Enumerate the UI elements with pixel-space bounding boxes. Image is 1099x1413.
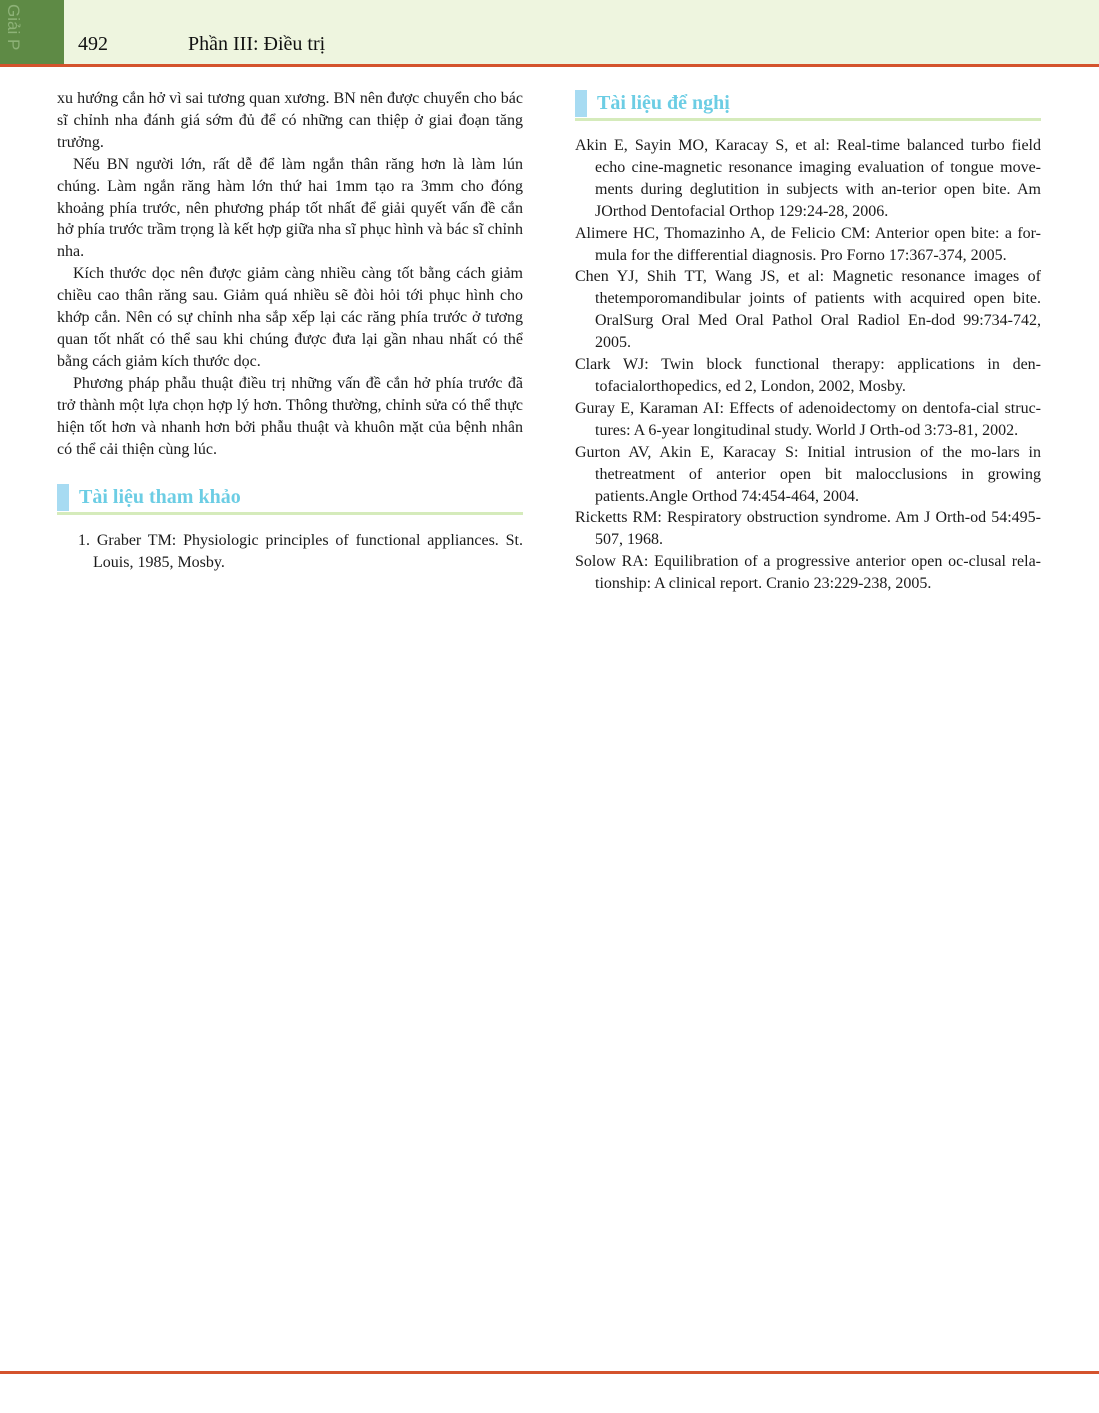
suggested-item: Solow RA: Equilibration of a progressive anterior open oc-clusal rela-tionship: A clinical report. Cranio 23:229-238, 2005.	[575, 553, 1041, 593]
reference-item: 1. Graber TM: Physiologic principles of functional appliances. St. Louis, 1985, Mosby.	[78, 532, 523, 572]
heading-underline	[575, 118, 1041, 121]
body-paragraph: xu hướng cắn hở vì sai tương quan xương. BN nên được chuyển cho bác sĩ chỉnh nha đánh giá sớm đủ để có những can thiệp ở giai đoạn tăng trưởng.	[57, 90, 523, 151]
suggested-item: Chen YJ, Shih TT, Wang JS, et al: Magnetic resonance images of thetemporomandibular joints of patients with acquired open bite. OralSurg Oral Med Oral Pathol Oral Radiol En-dod 99:734-742, 2005.	[575, 268, 1041, 352]
references-heading	[57, 484, 523, 514]
heading-bar-marker	[575, 90, 587, 117]
suggested-item: Clark WJ: Twin block functional therapy: applications in den-tofacialorthopedics, ed 2, London, 2002, Mosby.	[575, 356, 1041, 395]
suggested-reading-heading	[575, 90, 1041, 120]
suggested-item: Akin E, Sayin MO, Karacay S, et al: Real-time balanced turbo field echo cine-magnetic resonance imaging evaluation of tongue move-ments during deglutition in subjects with an-terior open bite. Am JOrthod Dentofacial Orthop 129:24-28, 2006.	[575, 137, 1041, 220]
header-rule	[0, 64, 1099, 67]
body-paragraph: Phương pháp phẫu thuật điều trị những vấn đề cắn hở phía trước đã trở thành một lựa chọn hợp lý hơn. Thông thường, chỉnh sửa có thể thực hiện tốt hơn và nhanh hơn bởi phẫu thuật và khuôn mặt của bệnh nhân có thể cải thiện cùng lúc.	[57, 374, 523, 458]
suggested-item: Guray E, Karaman AI: Effects of adenoidectomy on dentofa-cial struc-tures: A 6-year longitudinal study. World J Orth-od 3:73-81, 2002.	[575, 399, 1041, 439]
side-tab-label: Giải P	[4, 4, 23, 51]
body-paragraph: Nếu BN người lớn, rất dễ để làm ngắn thân răng hơn là làm lún chúng. Làm ngắn răng hàm lớn thứ hai 1mm tạo ra 3mm cho đóng khoảng phía trước, nên phương pháp tốt nhất để giải quyết vấn đề cắn hở phía trước trầm trọng là kết hợp giữa nha sĩ phục hình và bác sĩ chỉnh nha.	[57, 155, 523, 261]
body-paragraph: Kích thước dọc nên được giảm càng nhiều càng tốt bằng cách giảm chiều cao thân răng sau. Giảm quá nhiều sẽ đòi hỏi tới phục hình cho khớp cắn. Nên có sự chỉnh nha sắp xếp lại các răng phía trước ở tương quan tốt nhất có thể sau khi chúng được đưa lại gần nhau nhất có thể bằng cách giảm kích thước dọc.	[57, 265, 523, 370]
heading-underline	[57, 512, 523, 515]
suggested-item: Alimere HC, Thomazinho A, de Felicio CM: Anterior open bite: a for-mula for the differential diagnosis. Pro Forno 17:367-374, 2005.	[575, 224, 1041, 264]
suggested-item: Gurton AV, Akin E, Karacay S: Initial intrusion of the mo-lars in thetreatment of anterior open bit malocclusions in growing patients.Angle Orthod 74:454-464, 2004.	[575, 443, 1041, 505]
page-number: 492	[78, 33, 108, 55]
suggested-reading-title: Tài liệu để nghị	[597, 92, 730, 114]
running-head: Phần III: Điều trị	[188, 33, 326, 55]
chapter-side-tab	[0, 0, 64, 66]
right-column	[575, 88, 1041, 595]
suggested-reading-list	[575, 135, 1041, 595]
references-list	[57, 530, 523, 574]
suggested-item: Ricketts RM: Respiratory obstruction syndrome. Am J Orth-od 54:495-507, 1968.	[575, 509, 1041, 549]
page-header	[0, 0, 1099, 65]
left-column	[57, 88, 523, 574]
references-title: Tài liệu tham khảo	[79, 486, 241, 509]
heading-bar-marker	[57, 484, 69, 511]
footer-rule	[0, 1371, 1099, 1374]
